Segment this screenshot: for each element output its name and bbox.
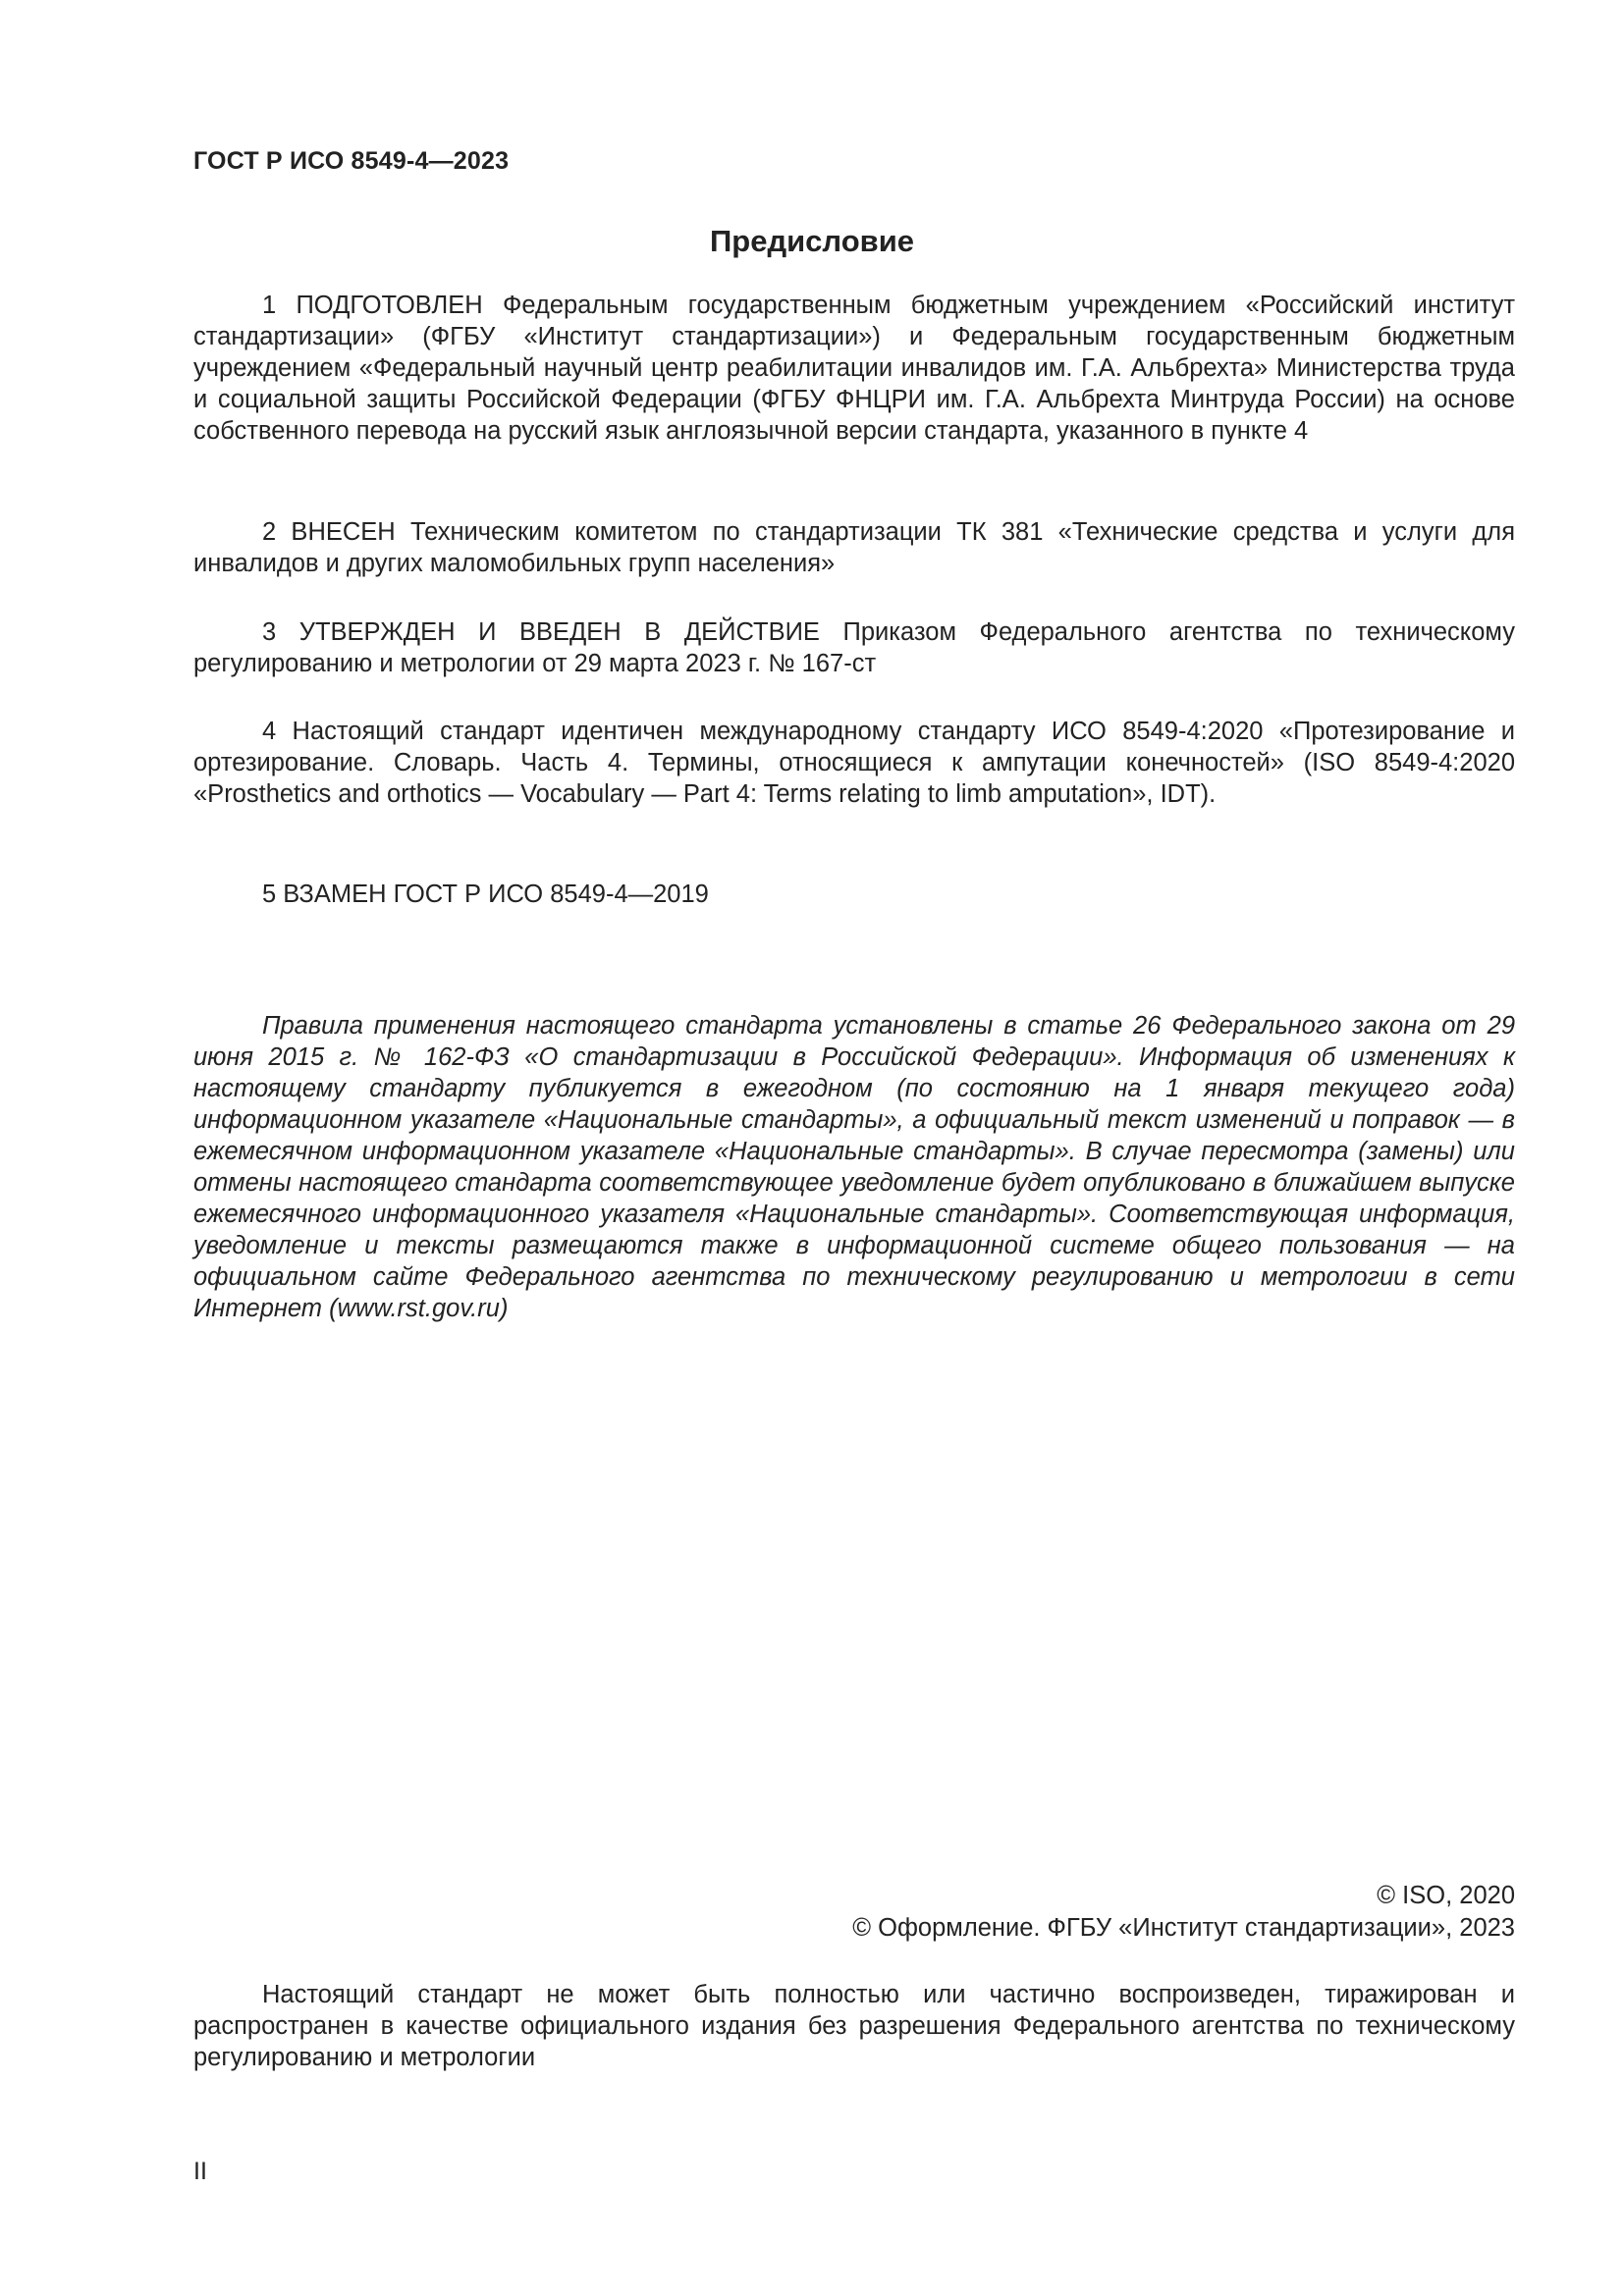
- page-title: Предисловие: [709, 224, 914, 258]
- foreword-item-2: 2 ВНЕСЕН Техническим комитетом по стандартизации ТК 381 «Технические средства и услуги для инвалидов и других маломобильных групп населения»: [193, 518, 1515, 577]
- copyright-design: © Оформление. ФГБУ «Институт стандартизации», 2023: [852, 1914, 1515, 1942]
- foreword-item-4: 4 Настоящий стандарт идентичен международному стандарту ИСО 8549-4:2020 «Протезирование и ортезирование. Словарь. Часть 4. Термины, относящиеся к ампутации конечностей» (ISO 8549-4:2020 «Prosthetics and orthotics — Vocabulary — Part 4: Terms relating to limb amputation», IDT).: [193, 718, 1515, 808]
- copyright-iso: © ISO, 2020: [1377, 1882, 1515, 1909]
- document-code-header: ГОСТ Р ИСО 8549-4—2023: [193, 147, 510, 175]
- rules-note: Правила применения настоящего стандарта установлены в статье 26 Федерального закона от 29 июня 2015 г. № 162-ФЗ «О стандартизации в Российской Федерации». Информация об изменениях к настоящему стандарту публикуется в ежегодном (по состоянию на 1 января текущего года) информационном указателе «Национальные стандарты», а официальный текст изменений и поправок — в ежемесячном информационном указателе «Национальные стандарты». В случае пересмотра (замены) или отмены настоящего стандарта соответствующее уведомление будет опубликовано в ближайшем выпуске ежемесячного информационного указателя «Национальные стандарты». Соответствующая информация, уведомление и тексты размещаются также в информационной системе общего пользования — на официальном сайте Федерального агентства по техническому регулированию и метрологии в сети Интернет (www.rst.gov.ru): [193, 1012, 1515, 1322]
- foreword-item-5: 5 ВЗАМЕН ГОСТ Р ИСО 8549-4—2019: [262, 881, 709, 908]
- foreword-item-3: 3 УТВЕРЖДЕН И ВВЕДЕН В ДЕЙСТВИЕ Приказом Федерального агентства по техническому регулированию и метрологии от 29 марта 2023 г. № 167-ст: [193, 618, 1515, 677]
- reproduction-notice: Настоящий стандарт не может быть полностью или частично воспроизведен, тиражирован и распространен в качестве официального издания без разрешения Федерального агентства по техническому регулированию и метрологии: [193, 1981, 1515, 2071]
- foreword-item-1: 1 ПОДГОТОВЛЕН Федеральным государственным бюджетным учреждением «Российский институт стандартизации» (ФГБУ «Институт стандартизации») и Федеральным государственным бюджетным учреждением «Федеральный научный центр реабилитации инвалидов им. Г.А. Альбрехта» Министерства труда и социальной защиты Российской Федерации (ФГБУ ФНЦРИ им. Г.А. Альбрехта Минтруда России) на основе собственного перевода на русский язык англоязычной версии стандарта, указанного в пункте 4: [193, 292, 1515, 445]
- page-number: II: [193, 2158, 207, 2185]
